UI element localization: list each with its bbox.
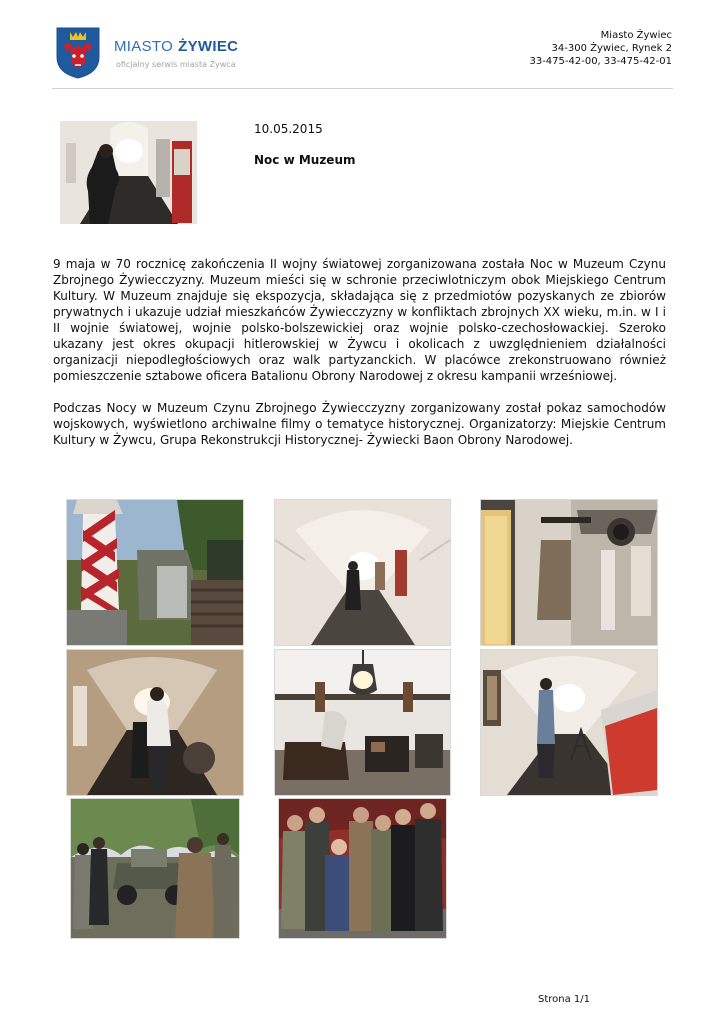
article-thumbnail [60, 121, 197, 224]
logo-name-part1: MIASTO [114, 38, 174, 55]
article-body [53, 256, 666, 464]
city-logo[interactable] [56, 27, 239, 81]
page-number: Strona 1/1 [538, 994, 591, 1005]
header-address [529, 29, 672, 68]
gallery-photo-guard-booth[interactable] [67, 500, 243, 645]
article-date: 10.05.2015 [254, 122, 323, 136]
article-paragraph-1: 9 maja w 70 rocznicę zakończenia II wojny światowej zorganizowana została Noc w Muzeum Czynu Zbrojnego Żywiecczyzny. Muzeum mieści się w schronie przeciwlotniczym obok Miejskiego Centrum Kultury. W Muzeum znajduje się ekspozycja, składająca się z przedmiotów pozyskanych ze zbiorów prywatnych i ukazuje udział mieszkańców Żywiecczyzny w konfliktach zbrojnych XX wieku, m.in. w I i II wojnie światowej, wojnie polsko-bolszewickiej oraz wojnie polsko-czechosłowackiej. Szeroko ukazany jest okres okupacji hitlerowskiej w Żywcu i okolicach z uwzględnieniem działalności organizacji niepodległościowych oraz walk partyzanckich. W placówce zrekonstruowano również pomieszczenie sztabowe oficera Batalionu Obrony Narodowej z okresu kampanii wrześniowej. [53, 257, 666, 383]
gallery-photo-tunnel-corridor[interactable] [275, 500, 450, 645]
logo-name-part2: ŻYWIEC [178, 38, 239, 55]
logo-wordmark [114, 37, 238, 55]
header-divider [52, 88, 673, 89]
address-line-city: Miasto Żywiec [600, 30, 672, 41]
gallery-photo-bunker-pipes[interactable] [481, 500, 657, 645]
gallery-photo-visitor-in-tunnel[interactable] [67, 650, 243, 795]
address-line-phones: 33-475-42-00, 33-475-42-01 [529, 56, 672, 67]
logo-tagline: oficjalny serwis miasta Żywca [116, 60, 236, 69]
gallery-photo-staff-room[interactable] [275, 650, 450, 795]
gallery-photo-outdoor-vehicles[interactable] [71, 799, 239, 938]
city-coat-of-arms-icon [56, 27, 100, 79]
article-title: Noc w Muzeum [254, 153, 356, 167]
address-line-street: 34-300 Żywiec, Rynek 2 [551, 43, 672, 54]
article-paragraph-2: Podczas Nocy w Muzeum Czynu Zbrojnego Żywiecczyzny zorganizowany został pokaz samochodów wojskowych, wyświetlono archiwalne filmy o tematyce historycznej. Organizatorzy: Miejskie Centrum Kultury w Żywcu, Grupa Rekonstrukcji Historycznej- Żywiecki Baon Obrony Narodowej. [53, 401, 666, 447]
gallery-photo-reenactment-group[interactable] [279, 799, 446, 938]
gallery-photo-tunnel-exhibits[interactable] [481, 650, 657, 795]
